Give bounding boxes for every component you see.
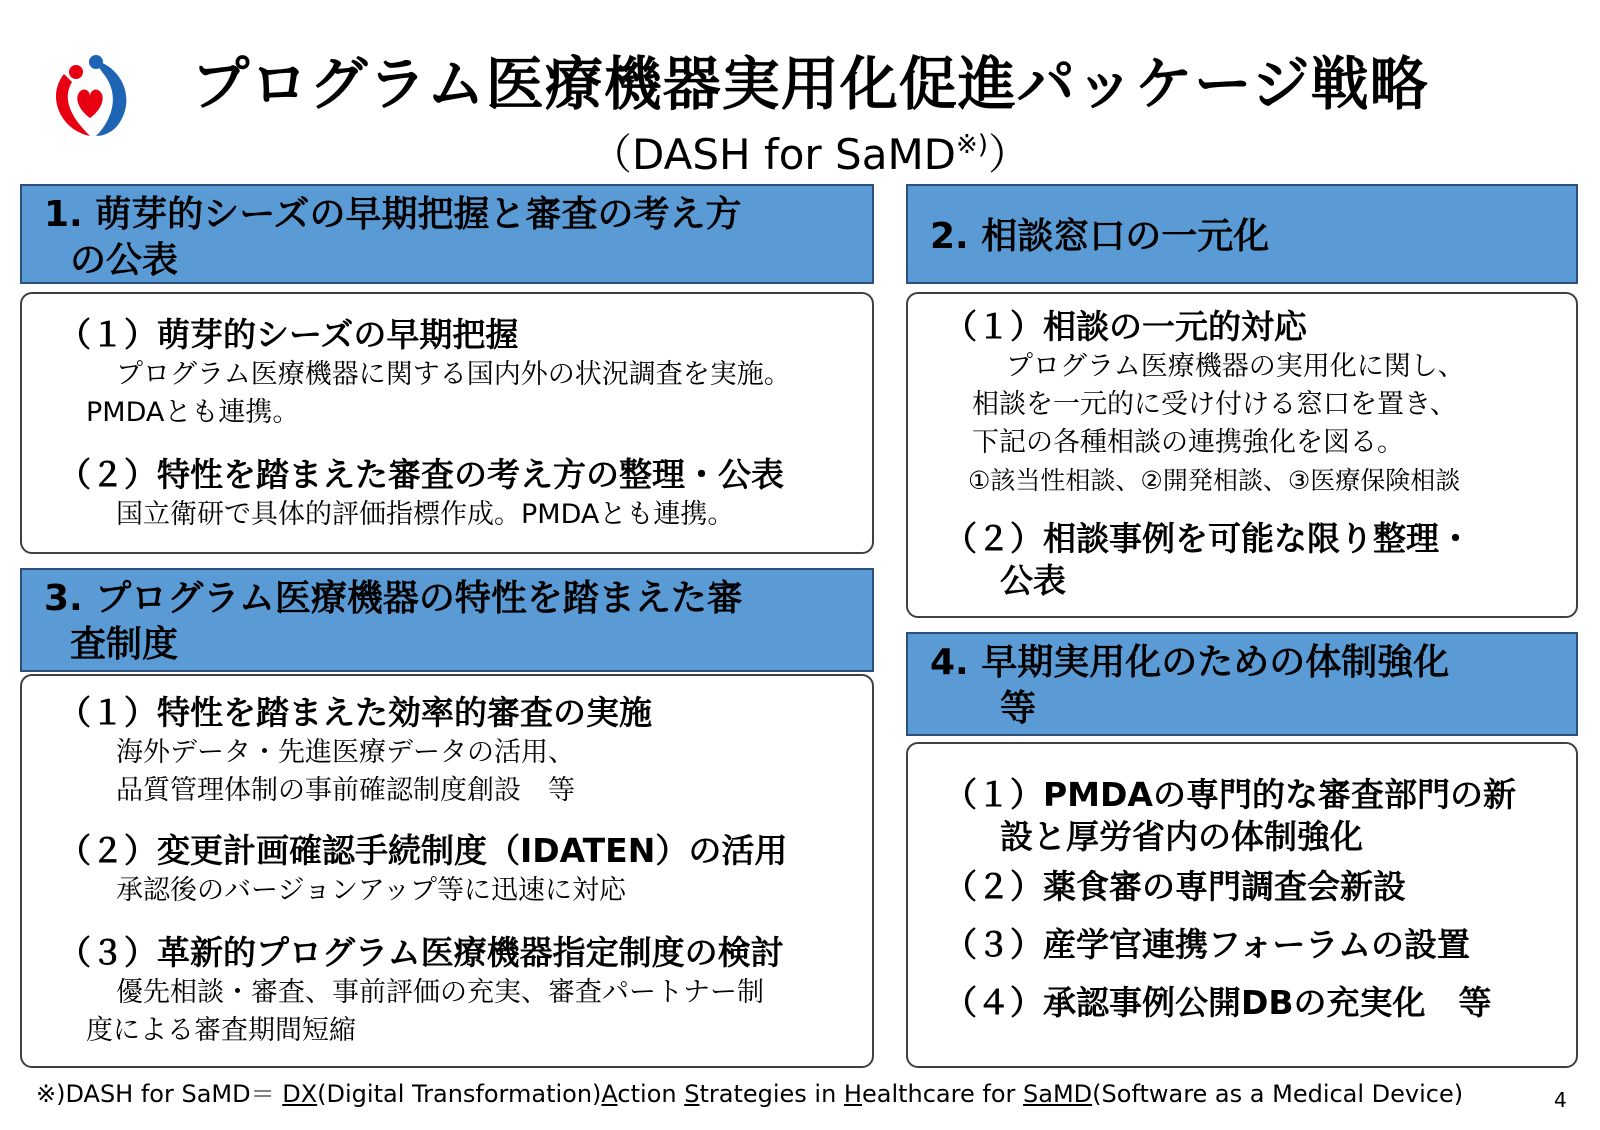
- section2-item-1: [944, 306, 1465, 500]
- section4-item-2-title: （２）薬食審の専門調査会新設: [944, 867, 1406, 906]
- mhlw-logo-icon: [50, 52, 132, 140]
- section1-item-2: [58, 454, 784, 534]
- page-subtitle: [140, 118, 1480, 182]
- section4-item-3: [944, 924, 1470, 966]
- section3-item-2-body-line1: 承認後のバージョンアップ等に迅速に対応: [116, 875, 627, 906]
- section2-item-2: [944, 518, 1472, 602]
- section1-item-1: [58, 314, 791, 432]
- section2-heading: [906, 184, 1578, 284]
- footnote-samd: SaMD: [1023, 1080, 1093, 1108]
- subtitle-end: ）: [987, 130, 1030, 179]
- section4-item-4-title: （４）承認事例公開DBの充実化 等: [944, 983, 1492, 1022]
- section3-item-2-title: （２）変更計画確認手続制度（IDATEN）の活用: [58, 831, 788, 870]
- footnote-dx-rest: (Digital Transformation): [317, 1080, 602, 1108]
- footnote-a: A: [601, 1080, 618, 1108]
- section2-item-1-body-line1: プログラム医療機器の実用化に関し、: [1006, 351, 1465, 382]
- section3-content: [20, 674, 874, 1068]
- section1-heading-line1: 1. 萌芽的シーズの早期把握と審査の考え方: [44, 194, 742, 235]
- section4-heading-line2: 等: [1000, 688, 1037, 729]
- section3-item-1-body-line1: 海外データ・先進医療データの活用、: [116, 737, 575, 768]
- section3-item-1-title: （１）特性を踏まえた効率的審査の実施: [58, 693, 652, 732]
- section1-item-2-title: （２）特性を踏まえた審査の考え方の整理・公表: [58, 455, 784, 494]
- section2-item-1-body-line3: 下記の各種相談の連携強化を図る。: [972, 427, 1404, 458]
- section4-item-2: [944, 866, 1406, 908]
- section3-item-3-title: （３）革新的プログラム医療機器指定制度の検討: [58, 933, 784, 972]
- section1-item-1-body-line2: PMDAとも連携。: [86, 397, 300, 428]
- section4-heading: [906, 632, 1578, 736]
- footnote-samd-rest: (Software as a Medical Device): [1092, 1080, 1464, 1108]
- section4-item-1-title-line2: 設と厚労省内の体制強化: [1000, 817, 1363, 856]
- footnote-a-rest: ction: [617, 1080, 685, 1108]
- page-number: 4: [1554, 1088, 1567, 1112]
- section3-heading-line2: 査制度: [70, 624, 179, 665]
- section3-item-3-body-line1: 優先相談・審査、事前評価の充実、審査パートナー制: [116, 977, 764, 1008]
- section4-item-1-title-line1: （１）PMDAの専門的な審査部門の新: [944, 775, 1516, 814]
- footnote-h-rest: ealthcare for: [861, 1080, 1023, 1108]
- section2-heading-text: 2. 相談窓口の一元化: [930, 216, 1270, 257]
- section3-heading-line1: 3. プログラム医療機器の特性を踏まえた審: [44, 578, 743, 619]
- subtitle-note-mark: ※): [956, 130, 988, 160]
- section2-item-1-body-line4: ①該当性相談、②開発相談、③医療保険相談: [968, 466, 1461, 495]
- section3-item-3-body-line2: 度による審査期間短縮: [86, 1015, 356, 1046]
- section4-item-3-title: （３）産学官連携フォーラムの設置: [944, 925, 1471, 964]
- footnote-prefix: ※)DASH for SaMD＝: [36, 1080, 283, 1108]
- section4-item-1: [944, 774, 1516, 858]
- section3-heading: [20, 568, 874, 672]
- section2-item-2-title-line1: （２）相談事例を可能な限り整理・: [944, 519, 1472, 558]
- footnote: [36, 1078, 1463, 1110]
- section4-content: [906, 742, 1578, 1068]
- section1-heading-line2: の公表: [70, 240, 179, 281]
- section1-item-2-body-line1: 国立衛研で具体的評価指標作成。PMDAとも連携。: [116, 499, 735, 530]
- page-title: プログラム医療機器実用化促進パッケージ戦略: [191, 50, 1429, 118]
- footnote-dx: DX: [282, 1080, 318, 1108]
- section3-item-1: [58, 692, 652, 810]
- subtitle-main: （DASH for SaMD: [590, 130, 957, 179]
- section3-item-2: [58, 830, 787, 910]
- section1-item-1-title: （１）萌芽的シーズの早期把握: [58, 315, 519, 354]
- section4-item-4: [944, 982, 1492, 1024]
- footnote-s: S: [684, 1080, 700, 1108]
- section2-content: [906, 292, 1578, 618]
- section2-item-1-title: （１）相談の一元的対応: [944, 307, 1307, 346]
- section3-item-1-body-line2: 品質管理体制の事前確認制度創設 等: [116, 775, 575, 806]
- section1-heading: [20, 184, 874, 284]
- footnote-h: H: [843, 1080, 862, 1108]
- section1-item-1-body-line1: プログラム医療機器に関する国内外の状況調査を実施。: [116, 359, 791, 390]
- section3-item-3: [58, 932, 784, 1050]
- section4-heading-line1: 4. 早期実用化のための体制強化: [930, 642, 1450, 683]
- section2-item-2-title-line2: 公表: [1000, 561, 1066, 600]
- section1-content: [20, 292, 874, 554]
- footnote-s-rest: trategies in: [699, 1080, 844, 1108]
- section2-item-1-body-line2: 相談を一元的に受け付ける窓口を置き、: [972, 389, 1457, 420]
